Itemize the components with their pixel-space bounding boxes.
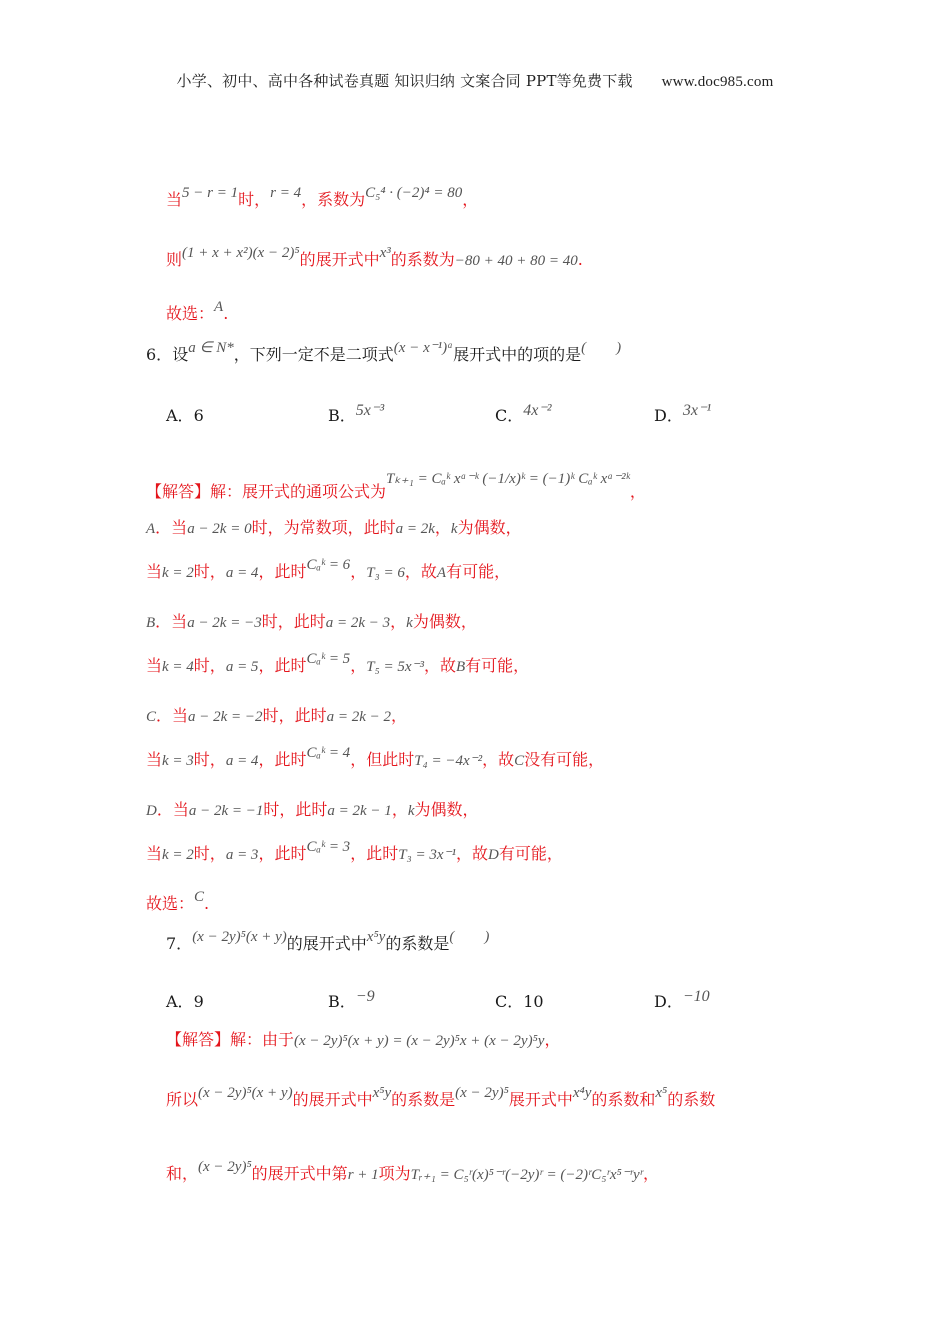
- answer-blank: ( ): [449, 929, 490, 945]
- header-text: 小学、初中、高中各种试卷真题 知识归纳 文案合同 PPT等免费下载: [176, 72, 633, 90]
- math-expr: a ∈ N*: [188, 340, 234, 356]
- math-expr: (1 + x + x²)(x − 2)⁵: [182, 245, 300, 261]
- question-number: 7．: [166, 934, 193, 953]
- math-expr: (x − 2y)⁵(x + y) = (x − 2y)⁵x + (x − 2y)⁵y: [294, 1033, 545, 1049]
- math-expr: 5 − r = 1: [182, 185, 239, 201]
- solution-6-case-a-2: 当k = 2时，a = 4，此时Cₐᵏ = 6，T₃ = 6，故A有可能，: [146, 557, 511, 581]
- solution-6-case-d-2: 当k = 2时，a = 3，此时Cₐᵏ = 3，此时T₃ = 3x⁻¹，故D有可能，: [146, 839, 563, 863]
- question-7-stem: 7．(x − 2y)⁵(x + y)的展开式中x⁵y的系数是( ): [166, 929, 490, 953]
- math-expr: C₅⁴ · (−2)⁴ = 80: [365, 185, 463, 201]
- header-url[interactable]: www.doc985.com: [661, 74, 774, 90]
- q6-option-d[interactable]: D．3x⁻¹: [654, 402, 712, 425]
- solution-6-conclusion: 故选：C.: [146, 889, 210, 913]
- solution-6-intro: 【解答】解：展开式的通项公式为Tₖ₊₁ = Cₐᵏ xᵃ⁻ᵏ (−1/x)ᵏ = (−1)ᵏ Cₐᵏ xᵃ⁻²ᵏ，: [146, 471, 646, 501]
- solution-6-case-d-1: D．当a − 2k = −1时，此时a = 2k − 1，k为偶数，: [146, 800, 479, 819]
- q6-option-b[interactable]: B．5x⁻³: [328, 402, 385, 425]
- math-expr: −80 + 40 + 80 = 40: [454, 253, 578, 269]
- solution-6-case-c-2: 当k = 3时，a = 4，此时Cₐᵏ = 4，但此时T₄ = −4x⁻²，故C没有可能，: [146, 745, 605, 769]
- math-expr: x³: [379, 245, 391, 261]
- solution-6-case-a-1: A．当a − 2k = 0时，为常数项，此时a = 2k，k为偶数，: [146, 518, 522, 537]
- solution-7-line-1: 【解答】解：由于(x − 2y)⁵(x + y) = (x − 2y)⁵x + (x − 2y)⁵y，: [166, 1030, 561, 1049]
- math-expr: Tₖ₊₁ = Cₐᵏ xᵃ⁻ᵏ (−1/x)ᵏ = (−1)ᵏ Cₐᵏ xᵃ⁻²ᵏ: [386, 471, 630, 487]
- solution-6-case-b-2: 当k = 4时，a = 5，此时Cₐᵏ = 5，T₅ = 5x⁻³，故B有可能，: [146, 651, 530, 675]
- q7-option-a[interactable]: A．9: [166, 992, 204, 1011]
- q7-option-d[interactable]: D．−10: [654, 988, 710, 1011]
- q6-option-a[interactable]: A．6: [166, 406, 204, 425]
- q6-option-c[interactable]: C．4x⁻²: [495, 402, 552, 425]
- q7-option-c[interactable]: C．10: [495, 992, 544, 1011]
- prev-solution-line-2: 则(1 + x + x²)(x − 2)⁵的展开式中x³的系数为−80 + 40 + 80 = 40.: [166, 245, 583, 269]
- prev-solution-line-1: 当5 − r = 1时，r = 4，系数为C₅⁴ · (−2)⁴ = 80，: [166, 185, 479, 209]
- math-expr: r = 4: [270, 185, 302, 201]
- solution-7-line-3: 和，(x − 2y)⁵的展开式中第r + 1项为Tᵣ₊₁ = C₅ʳ(x)⁵⁻ʳ(−2y)ʳ = (−2)ʳC₅ʳx⁵⁻ʳyʳ，: [166, 1159, 659, 1183]
- solution-6-case-b-1: B．当a − 2k = −3时，此时a = 2k − 3，k为偶数，: [146, 612, 477, 631]
- solution-7-line-2: 所以(x − 2y)⁵(x + y)的展开式中x⁵y的系数是(x − 2y)⁵展开式中x⁴y的系数和x⁵的系数: [166, 1085, 716, 1109]
- math-expr: x⁵y: [366, 929, 386, 945]
- math-expr: (x − 2y)⁵(x + y): [192, 929, 287, 945]
- q7-option-b[interactable]: B．−9: [328, 988, 375, 1011]
- math-expr: A: [214, 299, 224, 315]
- solution-tag: 【解答】: [166, 1030, 231, 1049]
- prev-solution-line-3: 故选：A.: [166, 299, 229, 323]
- math-expr: (x − x⁻¹)ᵃ: [393, 340, 454, 356]
- question-number: 6．: [146, 345, 173, 364]
- solution-6-case-c-1: C．当a − 2k = −2时，此时a = 2k − 2，: [146, 706, 407, 725]
- answer-blank: ( ): [581, 340, 622, 356]
- question-6-stem: 6．设a ∈ N*，下列一定不是二项式(x − x⁻¹)ᵃ展开式中的项的是( ): [146, 340, 622, 364]
- page-header: [0, 70, 950, 91]
- solution-tag: 【解答】: [146, 482, 211, 501]
